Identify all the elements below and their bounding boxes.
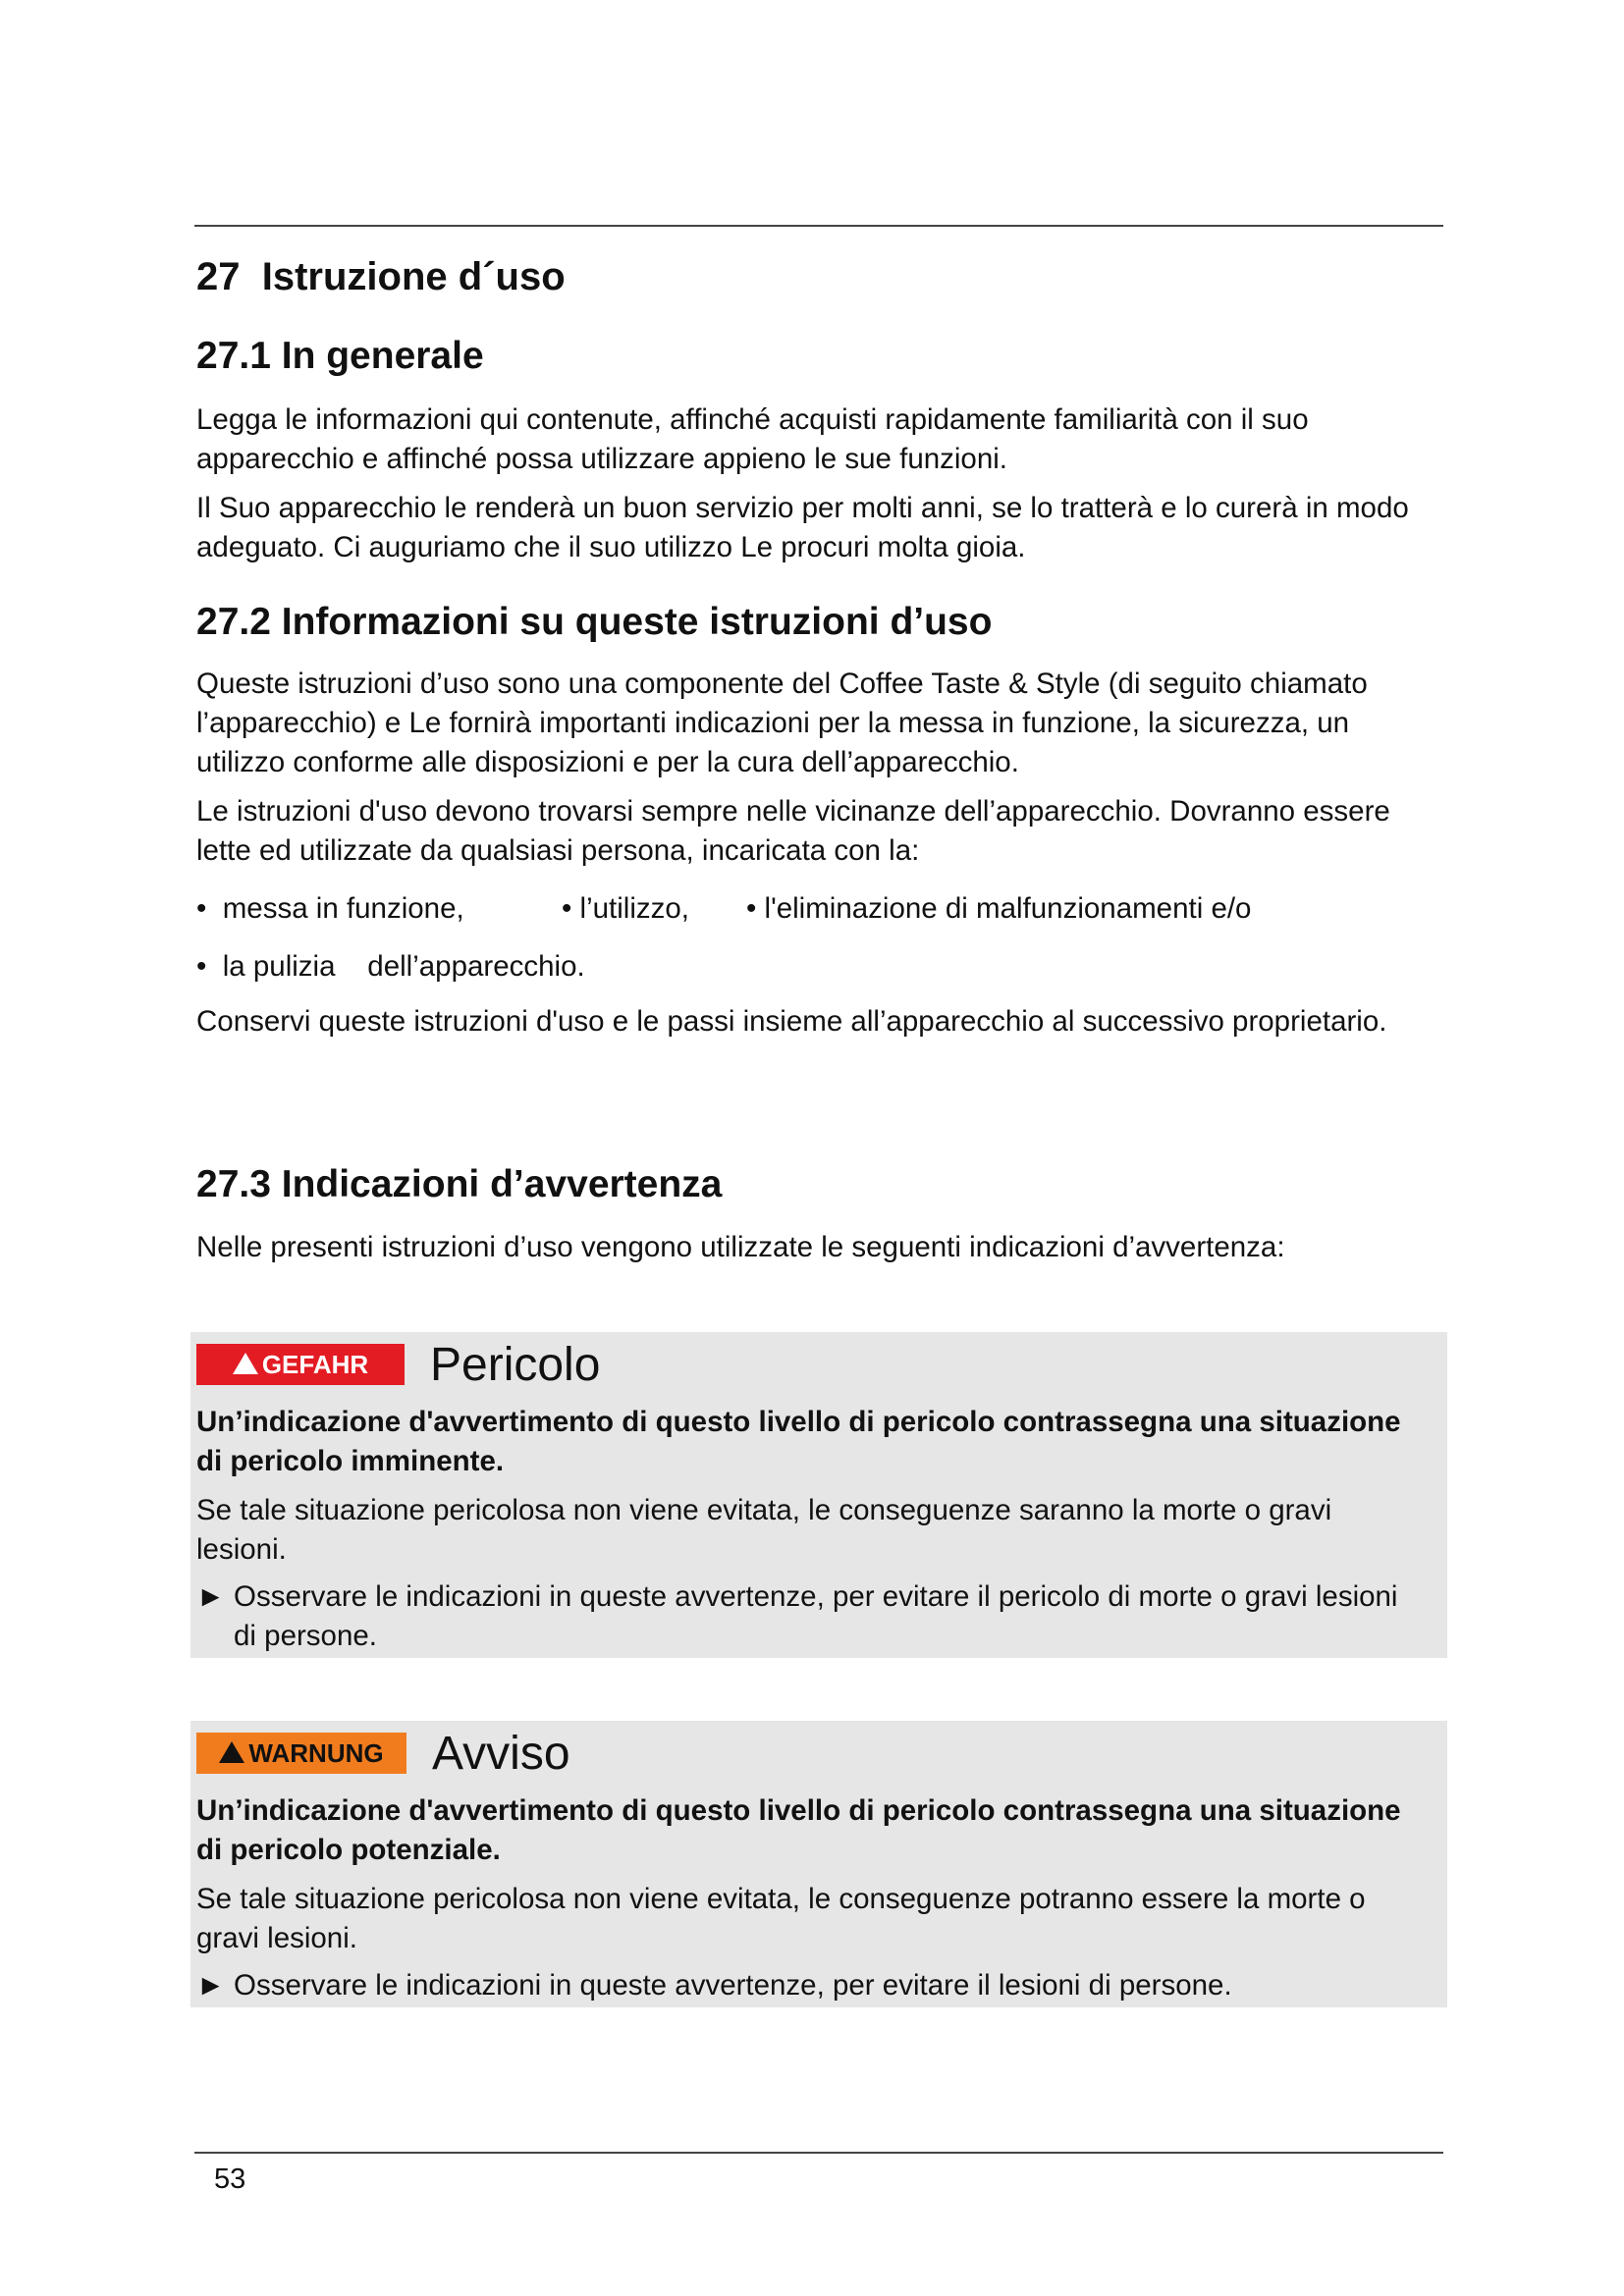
- footer-rule: [194, 2152, 1443, 2154]
- badge-label: GEFAHR: [261, 1349, 369, 1379]
- list-item: • messa in funzione,: [196, 892, 464, 925]
- warning-header: [190, 1721, 1447, 1786]
- paragraph: Nelle presenti istruzioni d’uso vengono utilizzate le seguenti indicazioni d’avvertenza:: [196, 1231, 1285, 1263]
- warning-instruction: [196, 1966, 1428, 2005]
- warning-bold-text: Un’indicazione d'avvertimento di questo livello di pericolo contrassegna una situazione di pericolo potenziale.: [196, 1794, 1401, 1866]
- section-heading-general: 27.1 In generale: [196, 335, 484, 377]
- warnung-badge: [196, 1733, 406, 1774]
- warning-triangle-icon: [219, 1741, 244, 1763]
- warning-body: [190, 1403, 1447, 1656]
- chapter-number: 27: [196, 255, 241, 298]
- warning-text: Se tale situazione pericolosa non viene evitata, le conseguenze saranno la morte o gravi lesioni.: [196, 1494, 1332, 1566]
- section-warnings-intro: [196, 1228, 1434, 1267]
- chapter-heading: [196, 255, 566, 299]
- section-instructions-body: [196, 665, 1434, 871]
- warning-instruction: [196, 1577, 1428, 1656]
- section-instructions-closing: [196, 1002, 1434, 1041]
- page-number: 53: [214, 2163, 246, 2195]
- paragraph: Queste istruzioni d’uso sono una componente del Coffee Taste & Style (di seguito chiamato l’apparecchio) e Le fornirà importanti indicazioni per la messa in funzione, la sicurezza, un utilizzo conforme alle disposizioni e per la cura dell’apparecchio.: [196, 667, 1368, 778]
- header-rule: [194, 225, 1443, 227]
- warning-triangle-icon: [233, 1353, 258, 1374]
- section-heading-instructions-info: 27.2 Informazioni su queste istruzioni d’uso: [196, 601, 993, 643]
- bullet-list-row: [196, 947, 585, 987]
- arrow-right-icon: ►: [196, 1580, 226, 1613]
- paragraph: Conservi queste istruzioni d'uso e le passi insieme all’apparecchio al successivo proprietario.: [196, 1005, 1387, 1038]
- instruction-text: Osservare le indicazioni in queste avvertenze, per evitare il pericolo di morte o gravi lesioni di persone.: [234, 1580, 1398, 1652]
- paragraph: Le istruzioni d'uso devono trovarsi sempre nelle vicinanze dell’apparecchio. Dovranno essere lette ed utilizzate da qualsiasi persona, incaricata con la:: [196, 795, 1390, 867]
- section-heading-warnings: 27.3 Indicazioni d’avvertenza: [196, 1163, 723, 1205]
- warning-text: Se tale situazione pericolosa non viene evitata, le conseguenze potranno essere la morte o gravi lesioni.: [196, 1883, 1366, 1954]
- warning-box-danger: [190, 1332, 1447, 1658]
- instruction-text: Osservare le indicazioni in queste avvertenze, per evitare il lesioni di persone.: [234, 1969, 1232, 2002]
- section-general-body: [196, 400, 1434, 567]
- paragraph: Il Suo apparecchio le renderà un buon servizio per molti anni, se lo tratterà e lo curerà in modo adeguato. Ci auguriamo che il suo utilizzo Le procuri molta gioia.: [196, 492, 1409, 563]
- list-item: • l’utilizzo,: [562, 892, 689, 925]
- chapter-title: Istruzione d´uso: [261, 255, 566, 298]
- list-item: • la pulizia dell’apparecchio.: [196, 950, 585, 983]
- warning-title: Pericolo: [430, 1338, 601, 1391]
- arrow-right-icon: ►: [196, 1969, 226, 2002]
- warning-bold-text: Un’indicazione d'avvertimento di questo livello di pericolo contrassegna una situazione di pericolo imminente.: [196, 1406, 1401, 1477]
- warning-header: [190, 1332, 1447, 1397]
- gefahr-badge: [196, 1344, 405, 1385]
- bullet-list-row: [196, 889, 1251, 929]
- badge-label: WARNUNG: [248, 1737, 384, 1768]
- list-item: • l'eliminazione di malfunzionamenti e/o: [746, 892, 1252, 925]
- warning-title: Avviso: [432, 1727, 570, 1780]
- warning-box-caution: [190, 1721, 1447, 2007]
- warning-body: [190, 1791, 1447, 2005]
- paragraph: Legga le informazioni qui contenute, affinché acquisti rapidamente familiarità con il suo apparecchio e affinché possa utilizzare appieno le sue funzioni.: [196, 403, 1309, 475]
